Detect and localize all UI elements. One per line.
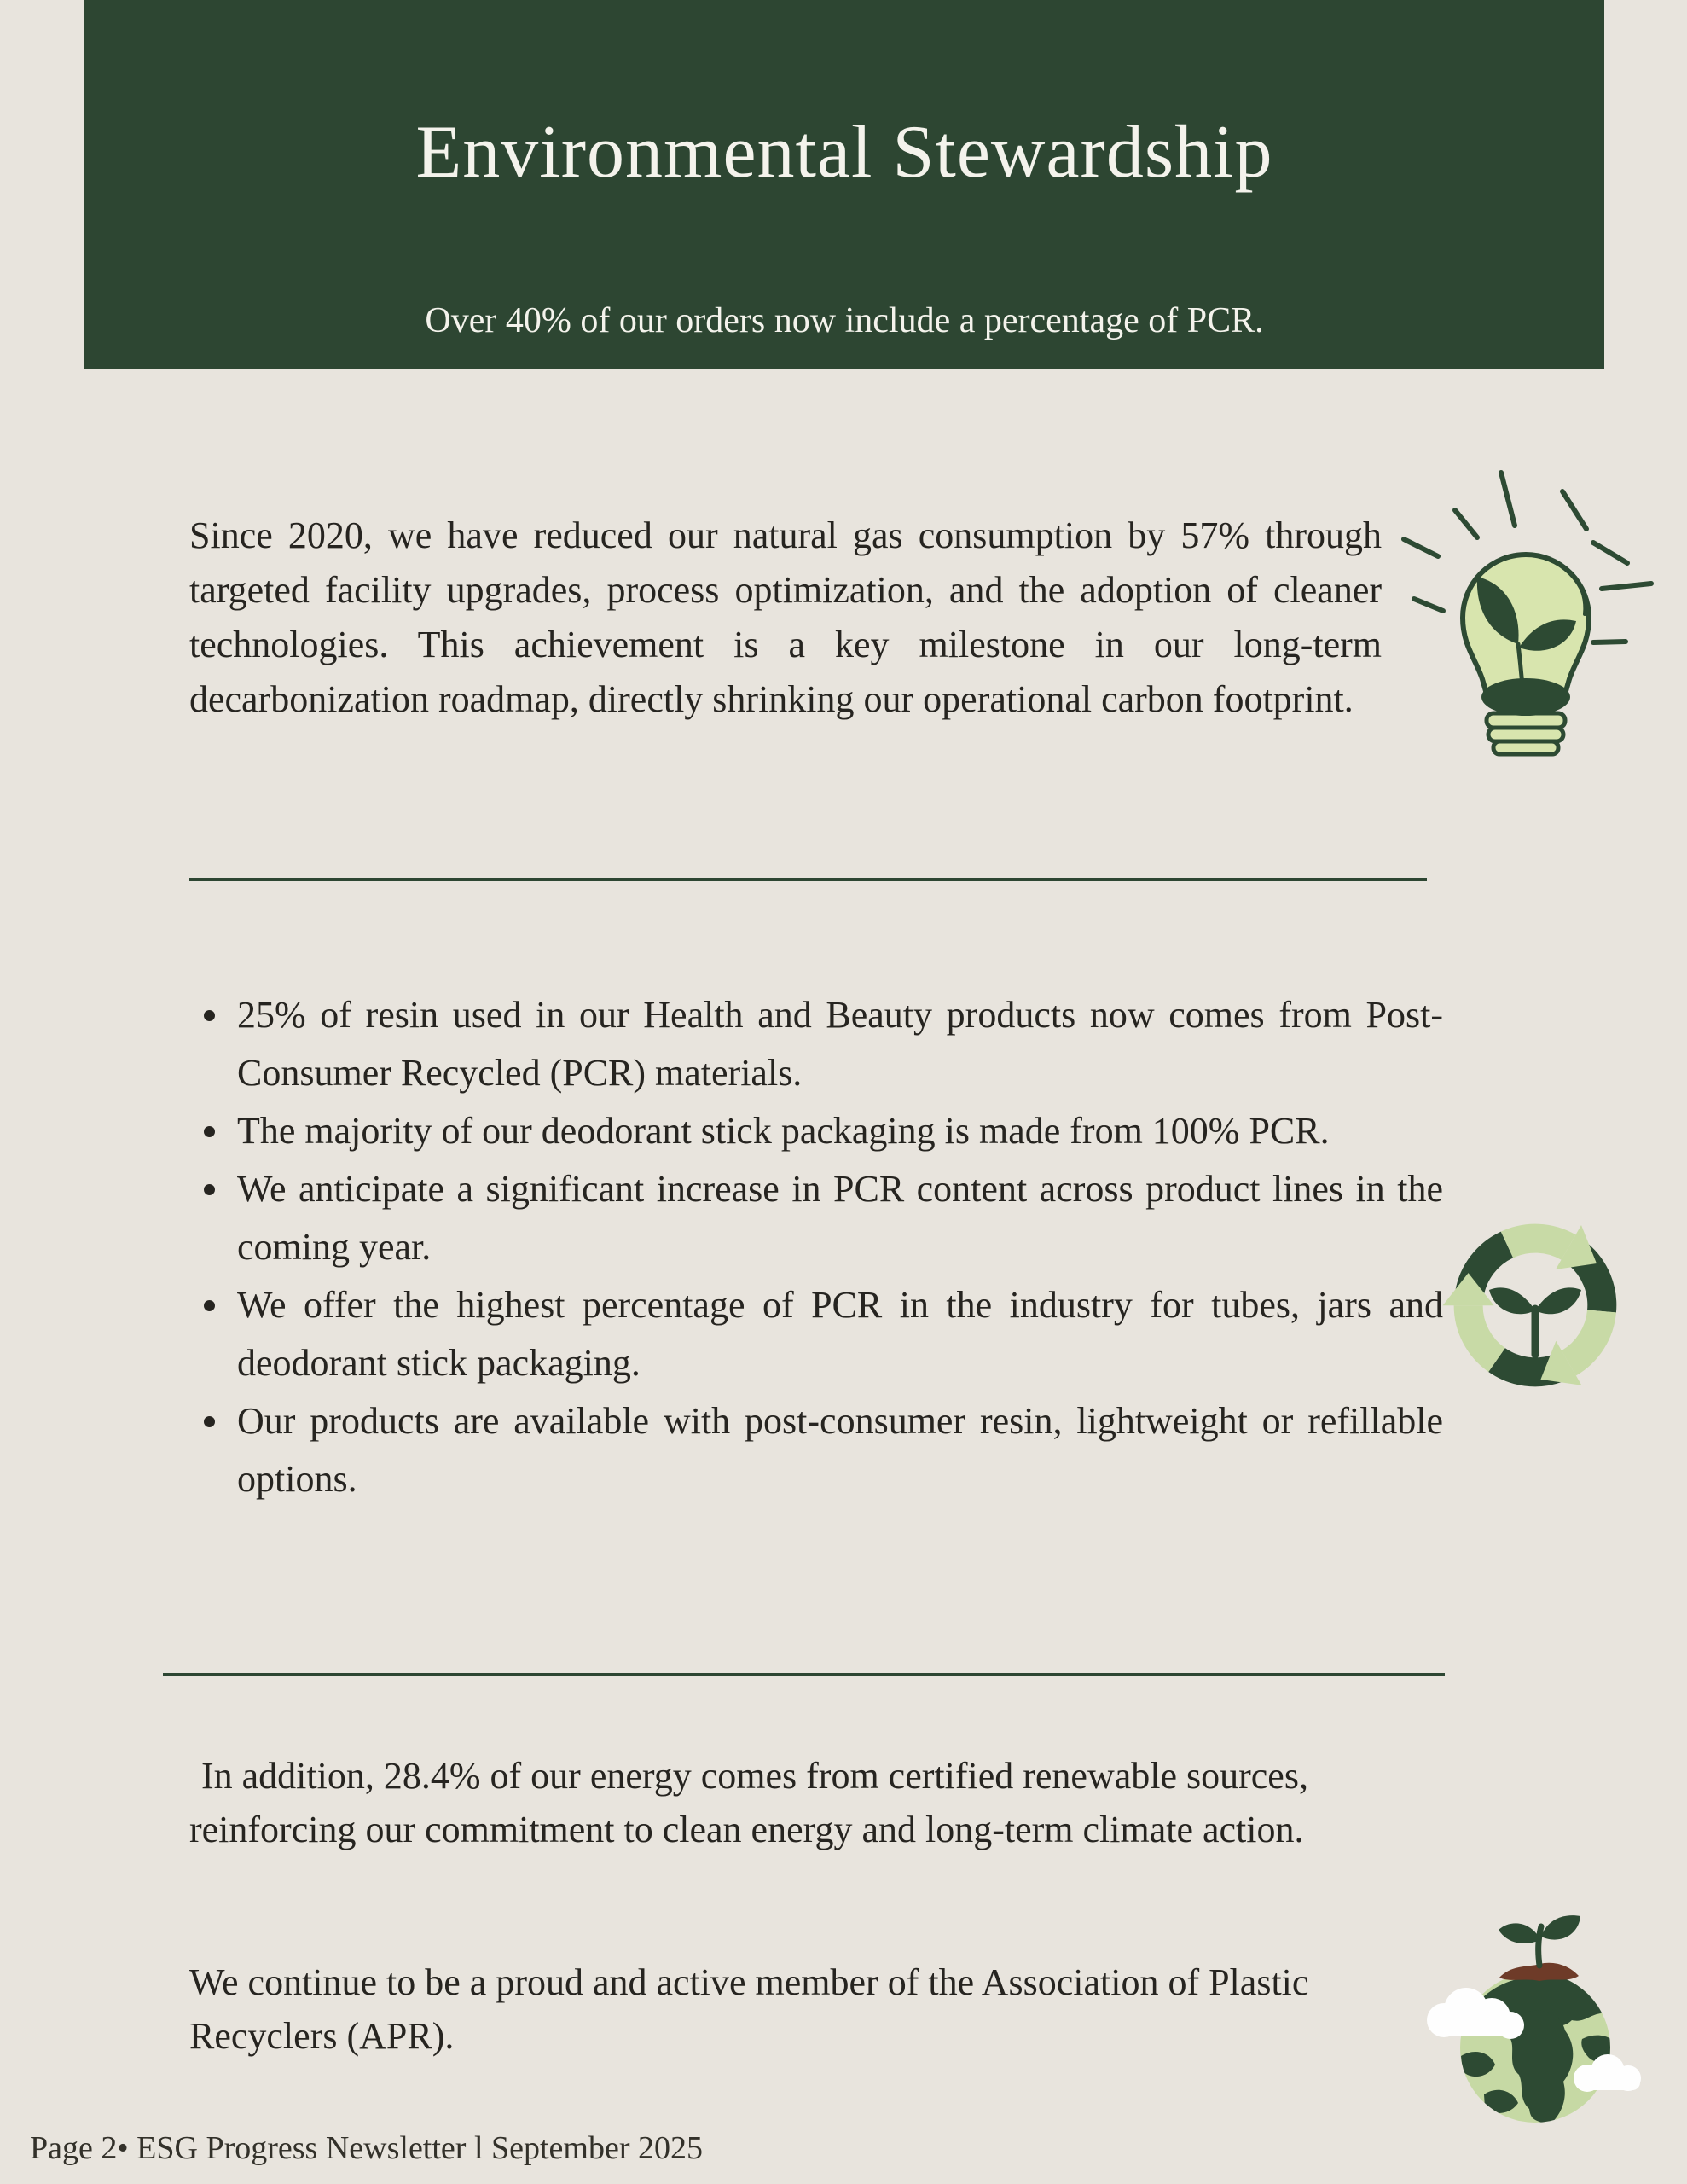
bullet-item: • 25% of resin used in our Health and Beauty products now comes from Post-Consumer Recycled (PCR) materials. <box>232 986 1443 1102</box>
recycle-sprout-icon <box>1421 1181 1649 1409</box>
bullet-item: • Our products are available with post-consumer resin, lightweight or refillable options. <box>232 1392 1443 1508</box>
pcr-bullet-list <box>189 986 1443 1508</box>
section-divider-top <box>189 878 1427 881</box>
renewable-energy-paragraph: In addition, 28.4% of our energy comes from certified renewable sources, reinforcing our commitment to clean energy and long-term climate action. <box>189 1755 1308 1850</box>
page-title: Environmental Stewardship <box>415 111 1273 194</box>
earth-sprout-cloud-icon <box>1412 1911 1659 2135</box>
apr-membership-paragraph: We continue to be a proud and active member of the Association of Plastic Recyclers (APR). <box>189 1961 1309 2057</box>
page-footer: Page 2• ESG Progress Newsletter l September 2025 <box>30 2130 704 2166</box>
header-subtitle: Over 40% of our orders now include a percentage of PCR. <box>425 301 1264 340</box>
intro-paragraph: Since 2020, we have reduced our natural gas consumption by 57% through targeted facility upgrades, process optimization, and the adoption of cleaner technologies. This achievement is a key milestone in our long-term decarbonization roadmap, directly shrinking our operational carbon footprint. <box>189 514 1382 720</box>
bullet-item: • We anticipate a significant increase in PCR content across product lines in the coming year. <box>232 1160 1443 1276</box>
bullet-item: • The majority of our deodorant stick packaging is made from 100% PCR. <box>232 1102 1443 1160</box>
header-banner <box>84 0 1604 369</box>
lightbulb-plant-icon <box>1390 461 1663 768</box>
section-divider-bottom <box>163 1673 1445 1676</box>
bullet-item: • We offer the highest percentage of PCR in the industry for tubes, jars and deodorant stick packaging. <box>232 1276 1443 1392</box>
